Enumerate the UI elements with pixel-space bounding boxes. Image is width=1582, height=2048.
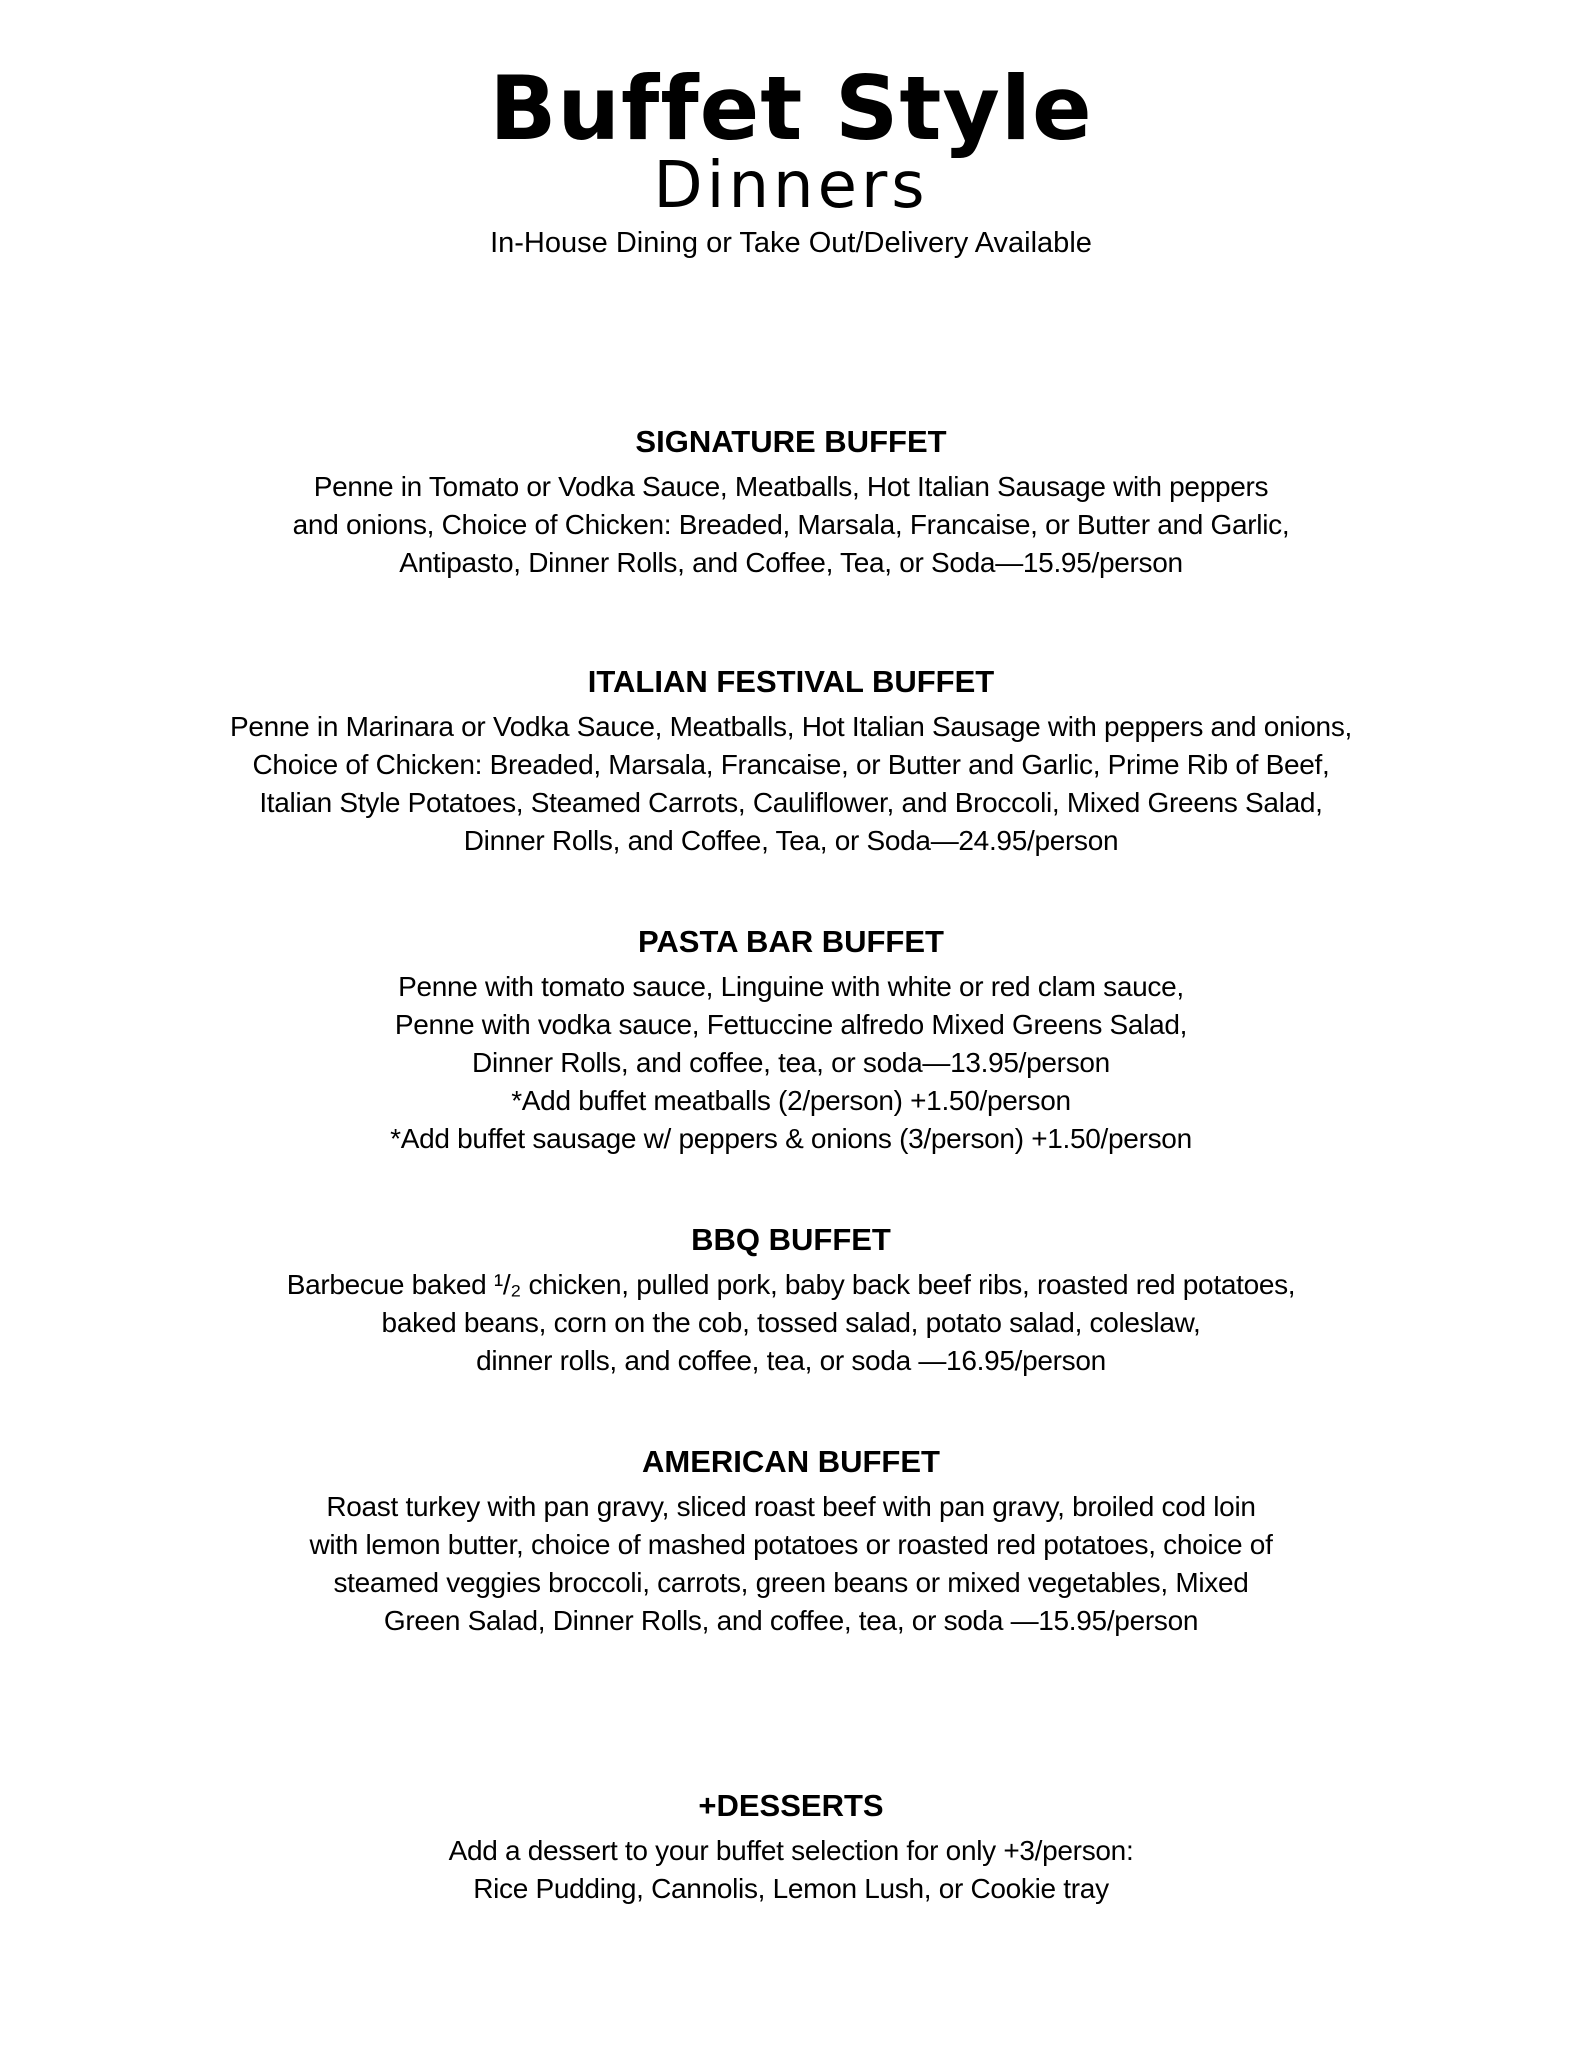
page-subtitle: Dinners xyxy=(653,149,929,224)
menu-line: Choice of Chicken: Breaded, Marsala, Francaise, or Butter and Garlic, Prime Rib of Beef, xyxy=(252,748,1330,780)
menu-line: Penne in Marinara or Vodka Sauce, Meatballs, Hot Italian Sausage with peppers and onions, xyxy=(229,710,1352,742)
section-italian-festival-buffet xyxy=(0,662,1582,860)
section-heading: BBQ BUFFET xyxy=(691,1221,891,1257)
section-heading: SIGNATURE BUFFET xyxy=(635,423,947,459)
section-bbq-buffet xyxy=(0,1220,1582,1380)
menu-line: baked beans, corn on the cob, tossed salad, potato salad, coleslaw, xyxy=(381,1306,1201,1338)
section-signature-buffet xyxy=(0,422,1582,582)
menu-line: Roast turkey with pan gravy, sliced roast beef with pan gravy, broiled cod loin xyxy=(326,1490,1256,1522)
section-american-buffet xyxy=(0,1442,1582,1640)
tagline: In-House Dining or Take Out/Delivery Available xyxy=(490,226,1092,259)
section-pasta-bar-buffet xyxy=(0,922,1582,1158)
menu-line: Antipasto, Dinner Rolls, and Coffee, Tea, or Soda—15.95/person xyxy=(399,546,1183,578)
menu-line: steamed veggies broccoli, carrots, green beans or mixed vegetables, Mixed xyxy=(333,1566,1249,1598)
menu-line: Green Salad, Dinner Rolls, and coffee, tea, or soda —15.95/person xyxy=(383,1604,1199,1636)
section-heading: ITALIAN FESTIVAL BUFFET xyxy=(587,663,995,699)
section-heading: PASTA BAR BUFFET xyxy=(638,923,944,959)
menu-line: Italian Style Potatoes, Steamed Carrots, Cauliflower, and Broccoli, Mixed Greens Salad, xyxy=(259,786,1323,818)
menu-line: dinner rolls, and coffee, tea, or soda —16.95/person xyxy=(476,1344,1106,1376)
menu-line: *Add buffet sausage w/ peppers & onions (3/person) +1.50/person xyxy=(390,1122,1192,1154)
section-heading: AMERICAN BUFFET xyxy=(642,1443,940,1479)
menu-header xyxy=(0,0,1582,262)
menu-line: Penne in Tomato or Vodka Sauce, Meatballs, Hot Italian Sausage with peppers xyxy=(313,470,1269,502)
menu-line: Rice Pudding, Cannolis, Lemon Lush, or Cookie tray xyxy=(473,1872,1109,1904)
section-heading: +DESSERTS xyxy=(698,1787,884,1823)
menu-line: Add a dessert to your buffet selection for only +3/person: xyxy=(448,1834,1134,1866)
menu-line: Penne with tomato sauce, Linguine with white or red clam sauce, xyxy=(398,970,1184,1002)
menu-line: Penne with vodka sauce, Fettuccine alfredo Mixed Greens Salad, xyxy=(394,1008,1188,1040)
page-title: Buffet Style xyxy=(489,57,1093,160)
menu-line: Barbecue baked ¹/₂ chicken, pulled pork, baby back beef ribs, roasted red potatoes, xyxy=(286,1268,1296,1300)
menu-line: Dinner Rolls, and coffee, tea, or soda—13.95/person xyxy=(472,1046,1110,1078)
section-desserts xyxy=(0,1786,1582,1908)
menu-line: Dinner Rolls, and Coffee, Tea, or Soda—24.95/person xyxy=(463,824,1119,856)
menu-line: *Add buffet meatballs (2/person) +1.50/person xyxy=(511,1084,1071,1116)
menu-line: with lemon butter, choice of mashed potatoes or roasted red potatoes, choice of xyxy=(309,1528,1273,1560)
menu-line: and onions, Choice of Chicken: Breaded, Marsala, Francaise, or Butter and Garlic, xyxy=(292,508,1290,540)
